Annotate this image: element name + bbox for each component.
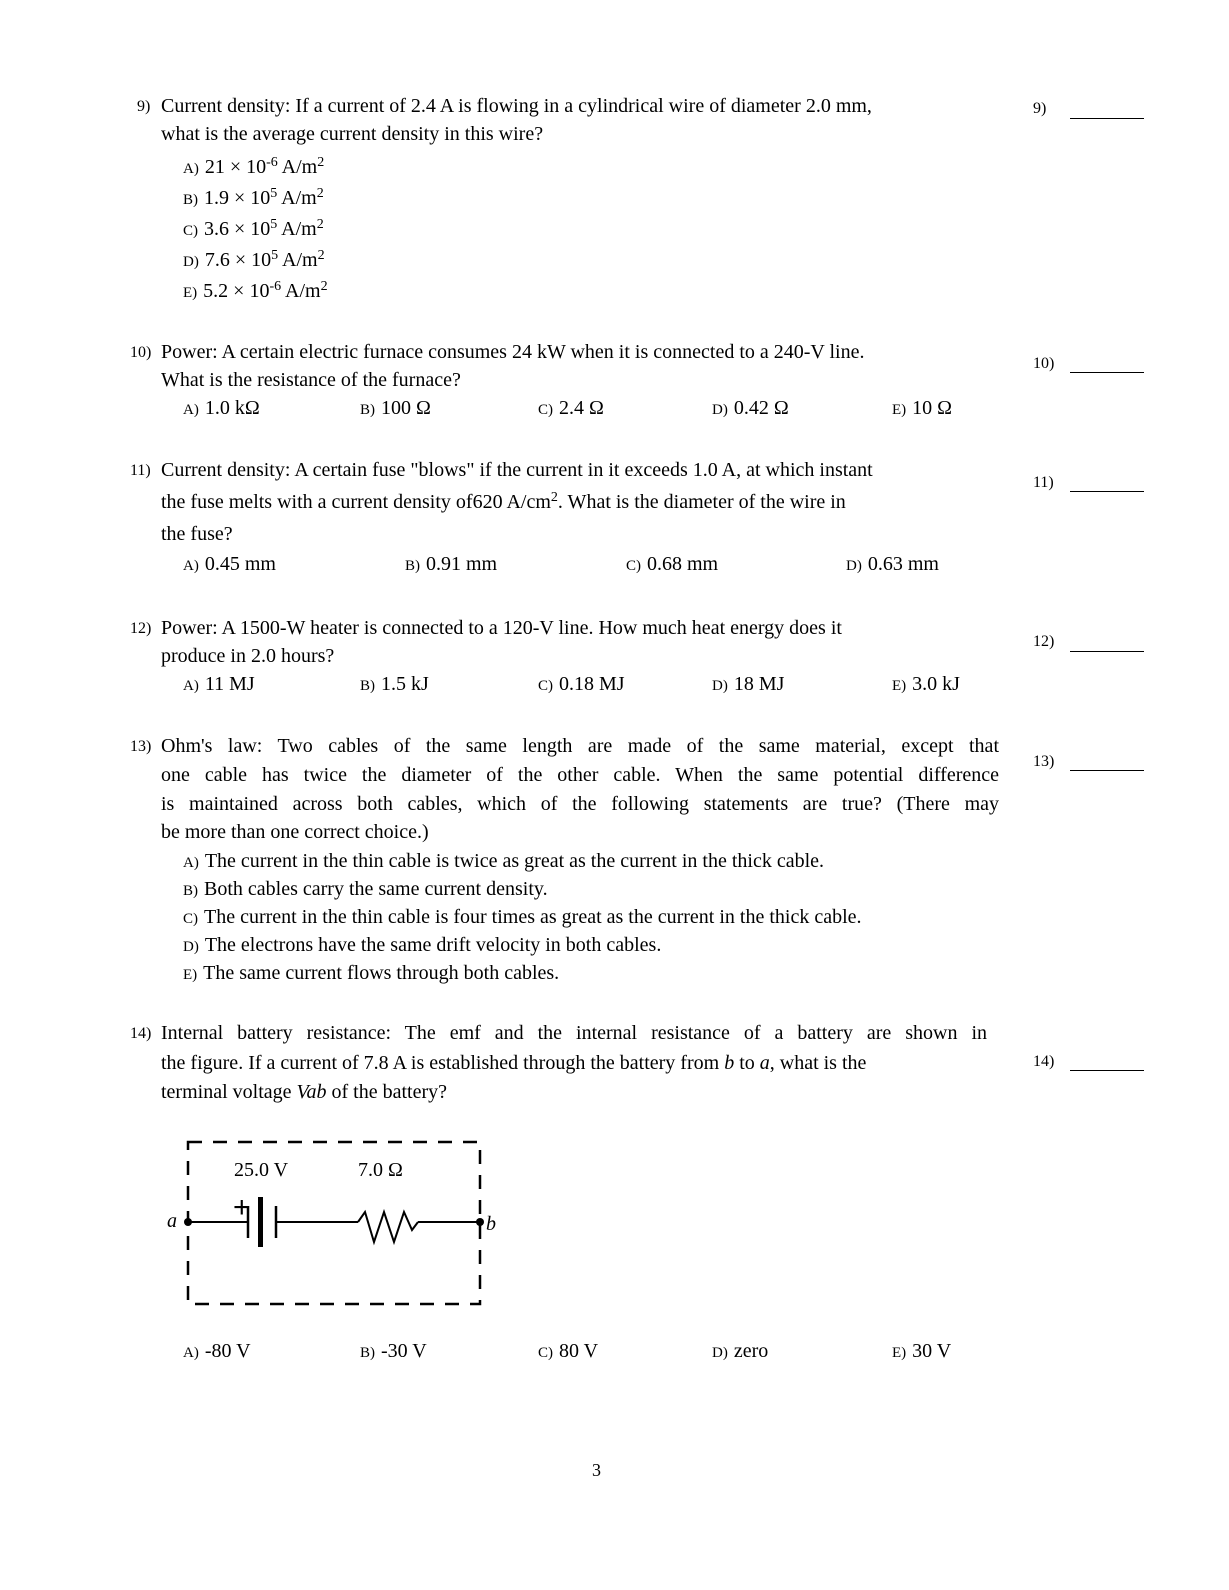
question-text-line: one cable has twice the diameter of the other cable. When the same potential difference bbox=[161, 764, 999, 786]
option-a[interactable]: A) 0.45 mm bbox=[183, 553, 276, 575]
option-a[interactable]: A) The current in the thin cable is twice as great as the current in the thick cable. bbox=[183, 850, 825, 872]
option-d[interactable]: D) $7.6 \times 10^5$ $A/m^2$ bbox=[183, 248, 325, 271]
question-text-line: Power: A certain electric furnace consumes 24 kW when it is connected to a 240-V line. bbox=[161, 341, 865, 363]
answer-blank[interactable] bbox=[1070, 372, 1144, 373]
option-e[interactable]: E) The same current flows through both cables. bbox=[183, 962, 560, 984]
answer-blank[interactable] bbox=[1070, 118, 1144, 119]
question-text-line: Ohm's law: Two cables of the same length are made of the same material, except that bbox=[161, 735, 999, 757]
option-b[interactable]: B) 100 Ω bbox=[360, 397, 431, 419]
answer-blank[interactable] bbox=[1070, 1070, 1144, 1071]
question-text-line: Current density: If a current of 2.4 A is flowing in a cylindrical wire of diameter 2.0 mm, bbox=[161, 95, 872, 117]
option-c[interactable]: C) 0.68 mm bbox=[626, 553, 719, 575]
question-text-line: Current density: A certain fuse "blows" if the current in it exceeds 1.0 A, at which instant bbox=[161, 459, 873, 481]
option-e[interactable]: E) $5.2 \times 10^{-6}$ $A/m^2$ bbox=[183, 279, 328, 302]
answer-label: 14) bbox=[1033, 1053, 1055, 1070]
answer-blank[interactable] bbox=[1070, 651, 1144, 652]
node-b-dot bbox=[476, 1218, 484, 1226]
question-number: 12) bbox=[130, 620, 152, 637]
question-text-line: produce in 2.0 hours? bbox=[161, 645, 335, 667]
option-d[interactable]: D) The electrons have the same drift velocity in both cables. bbox=[183, 934, 662, 956]
option-e[interactable]: E) 10 Ω bbox=[892, 397, 953, 419]
question-number: 13) bbox=[130, 738, 152, 755]
circuit-figure bbox=[160, 1130, 500, 1315]
question-number: 10) bbox=[130, 344, 152, 361]
option-c[interactable]: C) 80 V bbox=[538, 1340, 599, 1362]
question-number: 9) bbox=[137, 98, 151, 115]
question-text-line: Internal battery resistance: The emf and the internal resistance of a battery are shown in bbox=[161, 1022, 987, 1044]
option-a[interactable]: A) 1.0 kΩ bbox=[183, 397, 260, 419]
question-number: 14) bbox=[130, 1025, 152, 1042]
option-b[interactable]: B) Both cables carry the same current density. bbox=[183, 878, 548, 900]
option-b[interactable]: B) 1.5 kJ bbox=[360, 673, 429, 695]
answer-label: 13) bbox=[1033, 753, 1055, 770]
answer-label: 9) bbox=[1033, 100, 1047, 117]
answer-blank[interactable] bbox=[1070, 491, 1144, 492]
question-text-line: terminal voltage Vab of the battery? bbox=[161, 1081, 448, 1103]
node-a-dot bbox=[184, 1218, 192, 1226]
option-a[interactable]: A) $21 \times 10^{-6}$ $A/m^2$ bbox=[183, 155, 325, 178]
option-b[interactable]: B) 0.91 mm bbox=[405, 553, 498, 575]
option-d[interactable]: D) zero bbox=[712, 1340, 769, 1362]
question-text-line: be more than one correct choice.) bbox=[161, 821, 429, 843]
question-text-line: Power: A 1500-W heater is connected to a 120-V line. How much heat energy does it bbox=[161, 617, 842, 639]
resistance-label: 7.0 Ω bbox=[358, 1159, 403, 1181]
circuit-diagram bbox=[160, 1130, 500, 1315]
plus-sign: + bbox=[233, 1191, 251, 1224]
battery-short-plate bbox=[258, 1197, 263, 1247]
node-a-label: a bbox=[167, 1210, 177, 1232]
option-d[interactable]: D) 0.63 mm bbox=[846, 553, 939, 575]
option-e[interactable]: E) 3.0 kJ bbox=[892, 673, 960, 695]
question-number: 11) bbox=[130, 462, 151, 479]
option-c[interactable]: C) The current in the thin cable is four times as great as the current in the thick cable. bbox=[183, 906, 862, 928]
answer-label: 11) bbox=[1033, 474, 1054, 491]
resistor-zigzag bbox=[358, 1212, 418, 1242]
answer-label: 12) bbox=[1033, 633, 1055, 650]
question-text-line: the figure. If a current of 7.8 A is established through the battery from b to a, what is the bbox=[161, 1052, 867, 1074]
question-text-line: what is the average current density in this wire? bbox=[161, 123, 544, 145]
emf-label: 25.0 V bbox=[234, 1159, 289, 1181]
option-a[interactable]: A) -80 V bbox=[183, 1340, 251, 1362]
node-b-label: b bbox=[486, 1213, 496, 1235]
option-b[interactable]: B) $1.9 \times 10^5$ $A/m^2$ bbox=[183, 186, 324, 209]
question-text-line: is maintained across both cables, which of the following statements are true? (There may bbox=[161, 793, 999, 815]
answer-blank[interactable] bbox=[1070, 770, 1144, 771]
answer-label: 10) bbox=[1033, 355, 1055, 372]
option-d[interactable]: D) 0.42 Ω bbox=[712, 397, 789, 419]
option-a[interactable]: A) 11 MJ bbox=[183, 673, 255, 695]
option-c[interactable]: C) 0.18 MJ bbox=[538, 673, 625, 695]
question-text-line: the fuse? bbox=[161, 523, 233, 545]
option-b[interactable]: B) -30 V bbox=[360, 1340, 427, 1362]
question-text-line: What is the resistance of the furnace? bbox=[161, 369, 461, 391]
question-text-line: the fuse melts with a current density of620 $A/cm^2$. What is the diameter of the wire in bbox=[161, 490, 846, 513]
page-number: 3 bbox=[592, 1460, 601, 1480]
option-c[interactable]: C) $3.6 \times 10^5$ $A/m^2$ bbox=[183, 217, 324, 240]
option-c[interactable]: C) 2.4 Ω bbox=[538, 397, 604, 419]
option-e[interactable]: E) 30 V bbox=[892, 1340, 952, 1362]
option-d[interactable]: D) 18 MJ bbox=[712, 673, 785, 695]
